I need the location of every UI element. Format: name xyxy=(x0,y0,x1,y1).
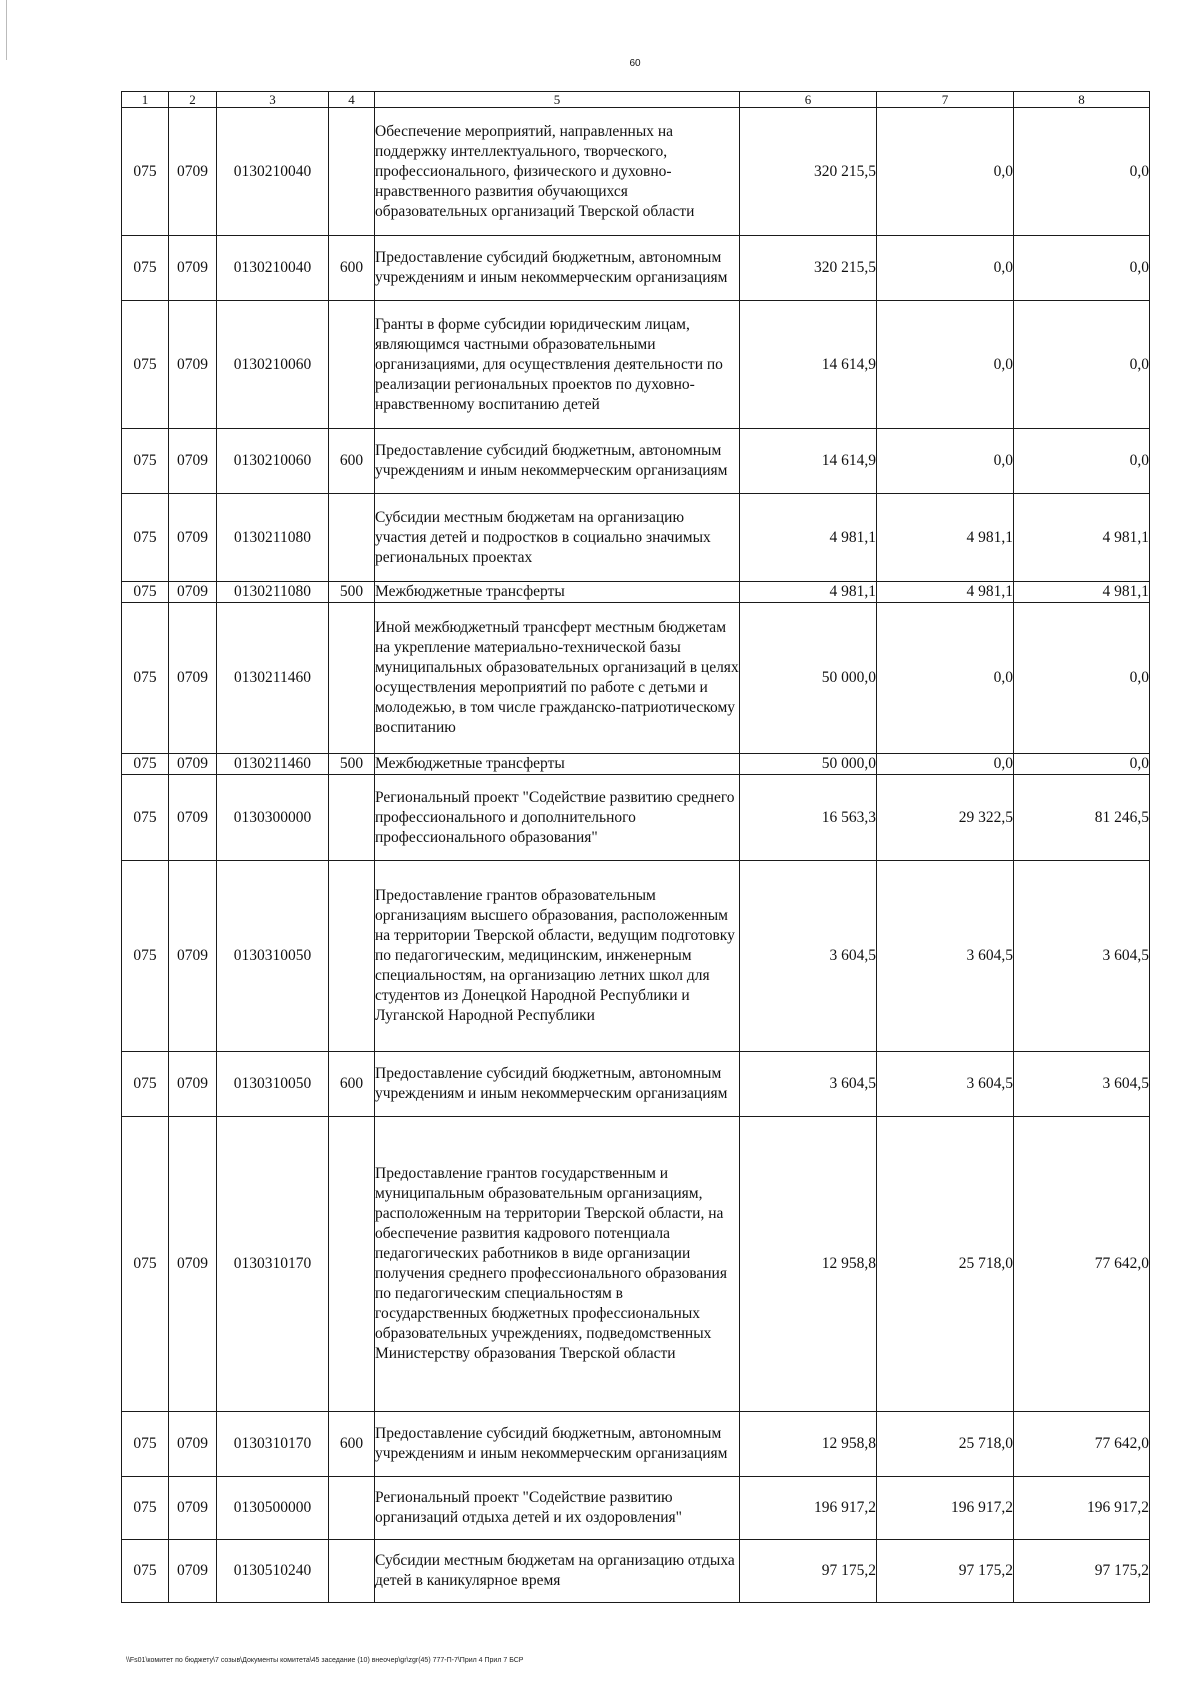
cell-amount-col8: 81 246,5 xyxy=(1014,775,1150,861)
cell-amount-col7: 4 981,1 xyxy=(877,494,1014,582)
cell-description: Региональный проект "Содействие развитию среднего профессионального и дополнительного профессионального образования" xyxy=(375,775,740,861)
cell-amount-col6: 4 981,1 xyxy=(740,582,877,603)
cell-agency-code: 075 xyxy=(122,108,169,236)
header-col-8: 8 xyxy=(1014,92,1150,108)
cell-section-code: 0709 xyxy=(169,1412,217,1477)
cell-amount-col8: 196 917,2 xyxy=(1014,1477,1150,1540)
header-col-5: 5 xyxy=(375,92,740,108)
cell-amount-col6: 14 614,9 xyxy=(740,429,877,494)
cell-amount-col7: 196 917,2 xyxy=(877,1477,1014,1540)
cell-amount-col7: 29 322,5 xyxy=(877,775,1014,861)
cell-section-code: 0709 xyxy=(169,108,217,236)
table-row xyxy=(122,1477,1150,1540)
cell-description: Предоставление субсидий бюджетным, автономным учреждениям и иным некоммерческим организациям xyxy=(375,236,740,301)
cell-expense-type: 600 xyxy=(329,429,375,494)
table-row xyxy=(122,236,1150,301)
cell-description: Межбюджетные трансферты xyxy=(375,582,740,603)
header-col-7: 7 xyxy=(877,92,1014,108)
cell-agency-code: 075 xyxy=(122,754,169,775)
cell-amount-col8: 4 981,1 xyxy=(1014,494,1150,582)
cell-description: Субсидии местным бюджетам на организацию участия детей и подростков в социально значимых региональных проектах xyxy=(375,494,740,582)
cell-agency-code: 075 xyxy=(122,494,169,582)
cell-amount-col7: 0,0 xyxy=(877,236,1014,301)
cell-amount-col6: 16 563,3 xyxy=(740,775,877,861)
cell-amount-col8: 3 604,5 xyxy=(1014,1052,1150,1117)
cell-description: Иной межбюджетный трансферт местным бюджетам на укрепление материально-технической базы муниципальных образовательных организаций в целях осуществления мероприятий по работе с детьми и молодежью, в том числе гражданско-патриотическому воспитанию xyxy=(375,603,740,754)
cell-description: Гранты в форме субсидии юридическим лицам, являющимся частными образовательными организациями, для осуществления деятельности по реализации региональных проектов по духовно-нравственному воспитанию детей xyxy=(375,301,740,429)
table-row xyxy=(122,861,1150,1052)
cell-amount-col6: 12 958,8 xyxy=(740,1117,877,1412)
cell-expense-type xyxy=(329,494,375,582)
cell-expense-type: 600 xyxy=(329,1412,375,1477)
cell-section-code: 0709 xyxy=(169,236,217,301)
cell-description: Предоставление грантов образовательным организациям высшего образования, расположенным на территории Тверской области, ведущим подготовку по педагогическим, медицинским, инженерным специальностям, на организацию летних школ для студентов из Донецкой Народной Республики и Луганской Народной Республики xyxy=(375,861,740,1052)
cell-target-code: 0130211460 xyxy=(217,603,329,754)
cell-amount-col6: 320 215,5 xyxy=(740,108,877,236)
cell-amount-col8: 77 642,0 xyxy=(1014,1412,1150,1477)
cell-section-code: 0709 xyxy=(169,429,217,494)
header-col-4: 4 xyxy=(329,92,375,108)
cell-amount-col7: 0,0 xyxy=(877,754,1014,775)
cell-section-code: 0709 xyxy=(169,301,217,429)
table-row xyxy=(122,1412,1150,1477)
cell-expense-type: 600 xyxy=(329,236,375,301)
table-row xyxy=(122,1540,1150,1603)
scan-edge-line xyxy=(6,0,7,60)
cell-amount-col6: 50 000,0 xyxy=(740,754,877,775)
cell-amount-col7: 0,0 xyxy=(877,301,1014,429)
cell-amount-col6: 50 000,0 xyxy=(740,603,877,754)
cell-description: Региональный проект "Содействие развитию организаций отдыха детей и их оздоровления" xyxy=(375,1477,740,1540)
cell-expense-type xyxy=(329,775,375,861)
header-row xyxy=(122,92,1150,108)
table-row xyxy=(122,108,1150,236)
cell-amount-col6: 14 614,9 xyxy=(740,301,877,429)
cell-amount-col7: 3 604,5 xyxy=(877,861,1014,1052)
page-number: 60 xyxy=(629,58,641,69)
cell-description: Предоставление субсидий бюджетным, автономным учреждениям и иным некоммерческим организациям xyxy=(375,1052,740,1117)
cell-agency-code: 075 xyxy=(122,603,169,754)
cell-expense-type: 500 xyxy=(329,754,375,775)
table-row xyxy=(122,429,1150,494)
cell-description: Обеспечение мероприятий, направленных на поддержку интеллектуального, творческого, профессионального, физического и духовно-нравственного развития обучающихся образовательных организаций Тверской области xyxy=(375,108,740,236)
cell-section-code: 0709 xyxy=(169,1052,217,1117)
cell-agency-code: 075 xyxy=(122,775,169,861)
cell-amount-col8: 0,0 xyxy=(1014,108,1150,236)
cell-amount-col6: 97 175,2 xyxy=(740,1540,877,1603)
file-path-footer: \\Fs01\комитет по бюджету\7 созыв\Документы комитета\45 заседание (10) внеочер\gr\zgr(45) 777-П-7\Прил 4 Прил 7 БСР xyxy=(126,1657,524,1664)
cell-amount-col6: 196 917,2 xyxy=(740,1477,877,1540)
cell-description: Предоставление субсидий бюджетным, автономным учреждениям и иным некоммерческим организациям xyxy=(375,1412,740,1477)
cell-amount-col7: 0,0 xyxy=(877,108,1014,236)
cell-agency-code: 075 xyxy=(122,1540,169,1603)
cell-section-code: 0709 xyxy=(169,1477,217,1540)
cell-expense-type xyxy=(329,1477,375,1540)
cell-section-code: 0709 xyxy=(169,861,217,1052)
cell-description: Предоставление грантов государственным и муниципальным образовательным организациям, расположенным на территории Тверской области, на обеспечение развития кадрового потенциала педагогических работников в виде организации получения среднего профессионального образования по педагогическим специальностям в государственных бюджетных профессиональных образовательных учреждениях, подведомственных Министерству образования Тверской области xyxy=(375,1117,740,1412)
cell-amount-col8: 0,0 xyxy=(1014,236,1150,301)
budget-table xyxy=(121,91,1150,1603)
cell-amount-col6: 4 981,1 xyxy=(740,494,877,582)
cell-expense-type xyxy=(329,108,375,236)
cell-section-code: 0709 xyxy=(169,775,217,861)
cell-amount-col6: 3 604,5 xyxy=(740,1052,877,1117)
cell-target-code: 0130310050 xyxy=(217,1052,329,1117)
cell-expense-type xyxy=(329,301,375,429)
cell-target-code: 0130211080 xyxy=(217,494,329,582)
header-col-2: 2 xyxy=(169,92,217,108)
cell-target-code: 0130510240 xyxy=(217,1540,329,1603)
table-row xyxy=(122,754,1150,775)
cell-amount-col8: 0,0 xyxy=(1014,301,1150,429)
cell-amount-col8: 77 642,0 xyxy=(1014,1117,1150,1412)
cell-target-code: 0130310050 xyxy=(217,861,329,1052)
cell-expense-type xyxy=(329,1117,375,1412)
table-row xyxy=(122,603,1150,754)
cell-amount-col8: 97 175,2 xyxy=(1014,1540,1150,1603)
cell-target-code: 0130211460 xyxy=(217,754,329,775)
cell-expense-type xyxy=(329,861,375,1052)
cell-target-code: 0130210040 xyxy=(217,108,329,236)
cell-amount-col7: 3 604,5 xyxy=(877,1052,1014,1117)
cell-agency-code: 075 xyxy=(122,582,169,603)
cell-target-code: 0130500000 xyxy=(217,1477,329,1540)
cell-agency-code: 075 xyxy=(122,1117,169,1412)
cell-target-code: 0130210060 xyxy=(217,301,329,429)
cell-section-code: 0709 xyxy=(169,1117,217,1412)
cell-amount-col8: 0,0 xyxy=(1014,603,1150,754)
cell-amount-col7: 0,0 xyxy=(877,603,1014,754)
cell-agency-code: 075 xyxy=(122,236,169,301)
cell-target-code: 0130210060 xyxy=(217,429,329,494)
cell-section-code: 0709 xyxy=(169,582,217,603)
cell-amount-col6: 320 215,5 xyxy=(740,236,877,301)
cell-amount-col8: 4 981,1 xyxy=(1014,582,1150,603)
cell-description: Субсидии местным бюджетам на организацию отдыха детей в каникулярное время xyxy=(375,1540,740,1603)
cell-amount-col8: 0,0 xyxy=(1014,429,1150,494)
table-row xyxy=(122,582,1150,603)
cell-target-code: 0130300000 xyxy=(217,775,329,861)
header-col-6: 6 xyxy=(740,92,877,108)
cell-amount-col7: 25 718,0 xyxy=(877,1117,1014,1412)
cell-section-code: 0709 xyxy=(169,603,217,754)
cell-amount-col7: 4 981,1 xyxy=(877,582,1014,603)
cell-amount-col8: 0,0 xyxy=(1014,754,1150,775)
cell-agency-code: 075 xyxy=(122,861,169,1052)
cell-target-code: 0130210040 xyxy=(217,236,329,301)
cell-section-code: 0709 xyxy=(169,1540,217,1603)
table-row xyxy=(122,775,1150,861)
cell-agency-code: 075 xyxy=(122,1052,169,1117)
table-row xyxy=(122,1052,1150,1117)
cell-expense-type: 600 xyxy=(329,1052,375,1117)
cell-target-code: 0130211080 xyxy=(217,582,329,603)
cell-amount-col7: 0,0 xyxy=(877,429,1014,494)
cell-description: Предоставление субсидий бюджетным, автономным учреждениям и иным некоммерческим организациям xyxy=(375,429,740,494)
table-row xyxy=(122,301,1150,429)
cell-description: Межбюджетные трансферты xyxy=(375,754,740,775)
cell-expense-type: 500 xyxy=(329,582,375,603)
cell-target-code: 0130310170 xyxy=(217,1412,329,1477)
cell-amount-col6: 12 958,8 xyxy=(740,1412,877,1477)
cell-agency-code: 075 xyxy=(122,429,169,494)
cell-expense-type xyxy=(329,603,375,754)
header-col-3: 3 xyxy=(217,92,329,108)
table-row xyxy=(122,494,1150,582)
table-row xyxy=(122,1117,1150,1412)
cell-amount-col7: 25 718,0 xyxy=(877,1412,1014,1477)
cell-amount-col6: 3 604,5 xyxy=(740,861,877,1052)
cell-target-code: 0130310170 xyxy=(217,1117,329,1412)
cell-section-code: 0709 xyxy=(169,754,217,775)
cell-amount-col7: 97 175,2 xyxy=(877,1540,1014,1603)
cell-agency-code: 075 xyxy=(122,1412,169,1477)
cell-agency-code: 075 xyxy=(122,301,169,429)
header-col-1: 1 xyxy=(122,92,169,108)
cell-amount-col8: 3 604,5 xyxy=(1014,861,1150,1052)
cell-agency-code: 075 xyxy=(122,1477,169,1540)
cell-expense-type xyxy=(329,1540,375,1603)
cell-section-code: 0709 xyxy=(169,494,217,582)
